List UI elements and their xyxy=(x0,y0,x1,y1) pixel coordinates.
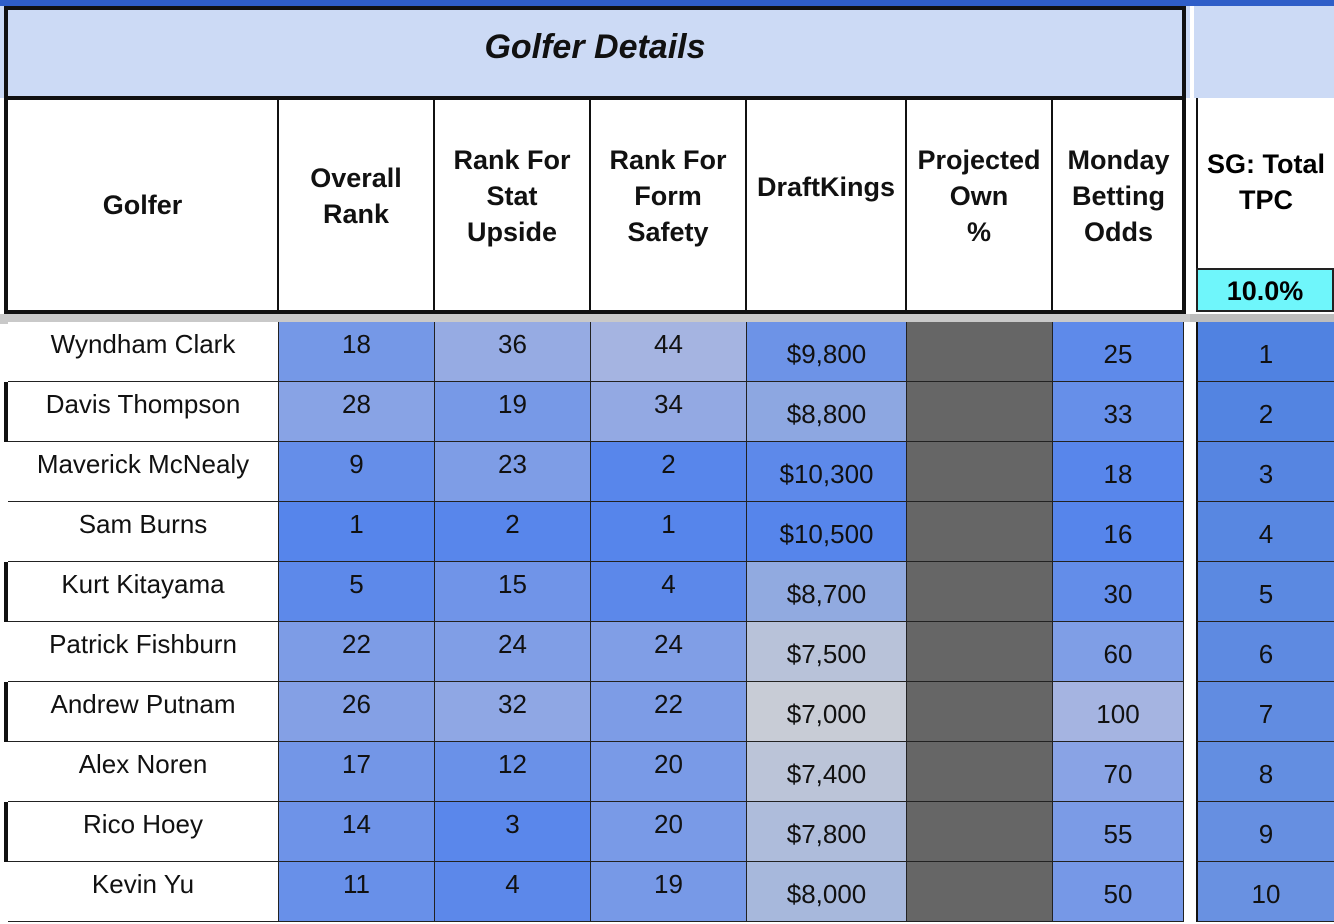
header-line: Stat xyxy=(486,181,538,211)
betting-odds-cell[interactable]: 100 xyxy=(1053,682,1184,742)
overall-rank-cell[interactable]: 5 xyxy=(279,562,435,622)
draftkings-salary-cell[interactable]: $8,800 xyxy=(747,382,907,442)
golfer-name-cell[interactable]: Alex Noren xyxy=(8,742,279,802)
header-line: Rank For xyxy=(453,145,571,175)
overall-rank-cell[interactable]: 18 xyxy=(279,322,435,382)
draftkings-salary-cell[interactable]: $7,400 xyxy=(747,742,907,802)
header-line: Betting xyxy=(1072,181,1165,211)
table-gap xyxy=(1184,382,1196,442)
overall-rank-cell[interactable]: 28 xyxy=(279,382,435,442)
sg-total-cell[interactable]: 10 xyxy=(1196,862,1334,922)
stat-rank-cell[interactable]: 19 xyxy=(435,382,591,442)
stat-rank-cell[interactable]: 12 xyxy=(435,742,591,802)
overall-rank-cell[interactable]: 11 xyxy=(279,862,435,922)
golfer-name-cell[interactable]: Davis Thompson xyxy=(8,382,279,442)
header-line: Golfer xyxy=(102,190,183,220)
sg-total-cell[interactable]: 6 xyxy=(1196,622,1334,682)
draftkings-salary-cell[interactable]: $7,800 xyxy=(747,802,907,862)
stat-rank-cell[interactable]: 24 xyxy=(435,622,591,682)
overall-rank-cell[interactable]: 22 xyxy=(279,622,435,682)
form-rank-cell[interactable]: 2 xyxy=(591,442,747,502)
stat-rank-cell[interactable]: 32 xyxy=(435,682,591,742)
betting-odds-cell[interactable]: 60 xyxy=(1053,622,1184,682)
header-line: Projected xyxy=(917,145,1041,175)
projected-own-cell[interactable] xyxy=(907,562,1053,622)
golfer-name-cell[interactable]: Maverick McNealy xyxy=(8,442,279,502)
betting-odds-cell[interactable]: 18 xyxy=(1053,442,1184,502)
table-gap xyxy=(1184,742,1196,802)
table-gap xyxy=(1184,802,1196,862)
header-line: TPC xyxy=(1239,185,1293,215)
golfer-name-cell[interactable]: Patrick Fishburn xyxy=(8,622,279,682)
overall-rank-cell[interactable]: 14 xyxy=(279,802,435,862)
right-title-band xyxy=(1194,6,1334,98)
overall-rank-cell[interactable]: 26 xyxy=(279,682,435,742)
header-line: Odds xyxy=(1083,217,1153,247)
header-line: % xyxy=(966,217,991,247)
golfer-name-cell[interactable]: Wyndham Clark xyxy=(8,322,279,382)
draftkings-salary-cell[interactable]: $8,700 xyxy=(747,562,907,622)
projected-own-cell[interactable] xyxy=(907,862,1053,922)
sg-total-cell[interactable]: 7 xyxy=(1196,682,1334,742)
sheet-title: Golfer Details xyxy=(484,28,706,66)
betting-odds-cell[interactable]: 70 xyxy=(1053,742,1184,802)
projected-own-cell[interactable] xyxy=(907,322,1053,382)
draftkings-salary-cell[interactable]: $7,500 xyxy=(747,622,907,682)
stat-rank-cell[interactable]: 3 xyxy=(435,802,591,862)
row-edge-marker xyxy=(4,562,8,622)
form-rank-cell[interactable]: 19 xyxy=(591,862,747,922)
form-rank-cell[interactable]: 20 xyxy=(591,742,747,802)
row-edge-marker xyxy=(4,682,8,742)
table-gap xyxy=(1184,502,1196,562)
header-line: Form xyxy=(634,181,702,211)
form-rank-cell[interactable]: 24 xyxy=(591,622,747,682)
form-rank-cell[interactable]: 22 xyxy=(591,682,747,742)
form-rank-cell[interactable]: 34 xyxy=(591,382,747,442)
header-line: SG: Total xyxy=(1207,149,1325,179)
sg-total-cell[interactable]: 1 xyxy=(1196,322,1334,382)
form-rank-cell[interactable]: 44 xyxy=(591,322,747,382)
form-rank-cell[interactable]: 4 xyxy=(591,562,747,622)
header-line: DraftKings xyxy=(756,172,895,202)
overall-rank-cell[interactable]: 1 xyxy=(279,502,435,562)
sg-total-cell[interactable]: 4 xyxy=(1196,502,1334,562)
draftkings-salary-cell[interactable]: $10,500 xyxy=(747,502,907,562)
golfer-name-cell[interactable]: Andrew Putnam xyxy=(8,682,279,742)
projected-own-cell[interactable] xyxy=(907,502,1053,562)
betting-odds-cell[interactable]: 25 xyxy=(1053,322,1184,382)
draftkings-salary-cell[interactable]: $8,000 xyxy=(747,862,907,922)
projected-own-cell[interactable] xyxy=(907,742,1053,802)
header-line: Upside xyxy=(466,217,558,247)
table-gap xyxy=(1184,562,1196,622)
projected-own-cell[interactable] xyxy=(907,802,1053,862)
table-gap xyxy=(1184,622,1196,682)
betting-odds-cell[interactable]: 30 xyxy=(1053,562,1184,622)
golfer-name-cell[interactable]: Kevin Yu xyxy=(8,862,279,922)
header-sg-total-tpc[interactable] xyxy=(1196,98,1334,268)
projected-own-cell[interactable] xyxy=(907,382,1053,442)
header-line: Monday xyxy=(1067,145,1170,175)
overall-rank-cell[interactable]: 9 xyxy=(279,442,435,502)
stat-rank-cell[interactable]: 36 xyxy=(435,322,591,382)
draftkings-salary-cell[interactable]: $7,000 xyxy=(747,682,907,742)
table-gap xyxy=(1184,442,1196,502)
stat-rank-cell[interactable]: 23 xyxy=(435,442,591,502)
draftkings-salary-cell[interactable]: $10,300 xyxy=(747,442,907,502)
row-edge-marker xyxy=(4,382,8,442)
betting-odds-cell[interactable]: 50 xyxy=(1053,862,1184,922)
stat-rank-cell[interactable]: 4 xyxy=(435,862,591,922)
sg-total-cell[interactable]: 9 xyxy=(1196,802,1334,862)
projected-own-cell[interactable] xyxy=(907,442,1053,502)
header-line: Safety xyxy=(627,217,709,247)
betting-odds-cell[interactable]: 55 xyxy=(1053,802,1184,862)
overall-rank-cell[interactable]: 17 xyxy=(279,742,435,802)
stat-rank-cell[interactable]: 2 xyxy=(435,502,591,562)
golfer-name-cell[interactable]: Kurt Kitayama xyxy=(8,562,279,622)
stat-rank-cell[interactable]: 15 xyxy=(435,562,591,622)
table-gap xyxy=(1184,322,1196,382)
golfer-name-cell[interactable]: Sam Burns xyxy=(8,502,279,562)
betting-odds-cell[interactable]: 33 xyxy=(1053,382,1184,442)
header-line: Own xyxy=(949,181,1009,211)
header-line: Rank For xyxy=(609,145,727,175)
projected-own-cell[interactable] xyxy=(907,682,1053,742)
draftkings-salary-cell[interactable]: $9,800 xyxy=(747,322,907,382)
projected-own-cell[interactable] xyxy=(907,622,1053,682)
header-frame xyxy=(4,96,1186,314)
sg-total-cell[interactable]: 2 xyxy=(1196,382,1334,442)
sg-total-cell[interactable]: 3 xyxy=(1196,442,1334,502)
sg-total-cell[interactable]: 5 xyxy=(1196,562,1334,622)
header-line: Rank xyxy=(322,199,390,229)
row-edge-marker xyxy=(4,802,8,862)
table-gap xyxy=(1184,682,1196,742)
betting-odds-cell[interactable]: 16 xyxy=(1053,502,1184,562)
form-rank-cell[interactable]: 20 xyxy=(591,802,747,862)
golfer-name-cell[interactable]: Rico Hoey xyxy=(8,802,279,862)
sg-total-cell[interactable]: 8 xyxy=(1196,742,1334,802)
form-rank-cell[interactable]: 1 xyxy=(591,502,747,562)
header-line: Overall xyxy=(310,163,402,193)
sg-weight-cell[interactable]: 10.0% xyxy=(1196,268,1334,312)
table-gap xyxy=(1184,862,1196,922)
